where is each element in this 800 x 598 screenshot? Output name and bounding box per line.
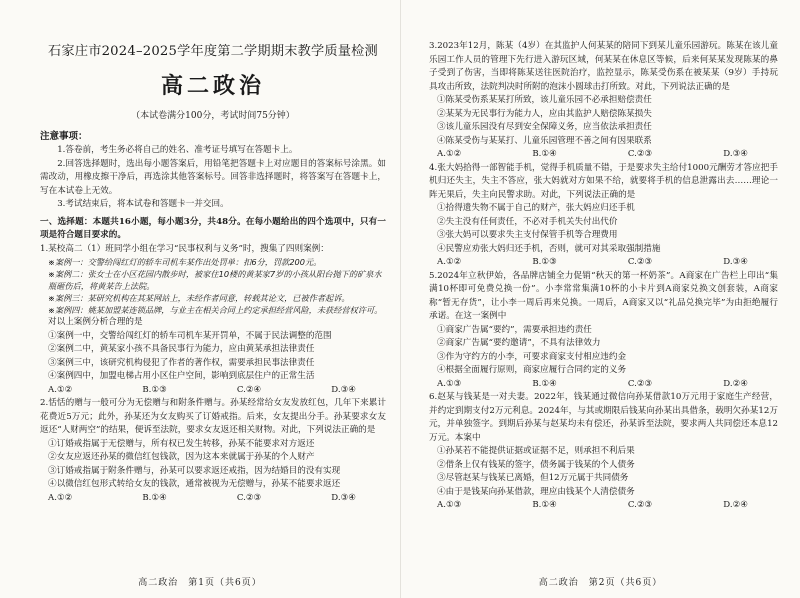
- q2-choice-a: A.①②: [48, 492, 73, 503]
- page-2-footer: 高二政治 第2页（共6页）: [538, 578, 663, 588]
- page-1-footer: 高二政治 第1页（共6页）: [138, 578, 262, 588]
- q3-stem: 3.2023年12月，陈某（4岁）在其监护人何某某的陪同下到某儿童乐园游玩。陈某在该儿童乐园工作人员的管理下先行进入游玩区域，何某某在休息区等候，后来何某某发现陈某的鼻子受到了伤害，当即将陈某送往医院治疗，监控显示，陈某受伤系在被某某（9岁）手持玩具攻击所致，法院判决时所附的泡沫小圆球击打所致。对此，下列说法正确的是: [429, 41, 778, 92]
- section-heading: 一、选择题：本题共16小题，每小题3分，共48分。在每小题给出的四个选项中，只有一项是符合题目要求的。: [40, 216, 386, 240]
- q2-stem: 2.恬恬的赠与一般可分为无偿赠与和附条件赠与。孙某经常给女友发放红包，几年下来累计花费近5万元；此外，孙某还为女友购买了订婚戒指。后来，女友提出分手。孙某要求女友返还“人财两空”的结果，便诉至法院，要求女友返还相关财物。对此，下列说法正确的是: [40, 398, 386, 435]
- q5-option-3: ③作为守约方的小李，可要求商家支付相应违约金: [437, 351, 627, 362]
- q2-choice-d: D.③④: [331, 492, 356, 503]
- q1-choice-c: C.②④: [236, 384, 262, 395]
- q2-option-1: ①订婚戒指属于无偿赠与，所有权已发生转移，孙某不能要求对方返还: [48, 438, 315, 449]
- q6-choice-b: B.①④: [532, 500, 557, 510]
- q4-choice-a: A.①②: [437, 257, 462, 267]
- q5-choice-a: A.①③: [437, 378, 462, 389]
- q5-choices: [429, 378, 778, 392]
- q5-choice-b: B.①④: [532, 378, 557, 389]
- q2-option-3: ③订婚戒指属于附条件赠与，孙某可以要求返还戒指，因为结婚目的没有实现: [48, 465, 341, 476]
- q6-option-2: ②借条上仅有钱某的签字，债务属于钱某的个人债务: [437, 459, 635, 470]
- q1-choice-d: D.③④: [331, 384, 356, 395]
- q6-stem: 6.赵某与钱某是一对夫妻。2022年，钱某通过微信向孙某借款10万元用于家庭生产经营，并约定到期支付2万元利息。2024年，与其或期限后钱某向孙某出具借条，载明欠孙某12万元，并单独签字。到期后孙某与赵某均未有偿还，孙某诉至法院，要求两人共同偿还本息12万元。本案中: [429, 392, 778, 443]
- q6-choice-a: A.①③: [437, 500, 462, 510]
- q4-option-3: ③张大妈可以要求失主支付保管手机等合理费用: [437, 230, 618, 240]
- q4-choice-c: C.②③: [627, 257, 653, 267]
- q6-option-1: ①孙某若不能提供证据或证据不足，则承担不利后果: [437, 446, 635, 456]
- note-1: 1.答卷前，考生务必将自己的姓名、准考证号填写在答题卡上。: [57, 145, 298, 155]
- q3-choices: [429, 148, 778, 162]
- q1-option-2: ②案例二中，黄某家小孩不具备民事行为能力，应由黄某承担法律责任: [48, 344, 315, 354]
- q2-choices: [40, 492, 386, 506]
- q2-option-2: ②女友应返还孙某的微信红包钱款，因为这本来就属于孙某的个人财产: [48, 452, 315, 462]
- q4-choices: [429, 256, 778, 270]
- q1-case-3: ※案例三：某研究机构在其某网站上，未经作者同意，转载其论文，已被作者起诉。: [48, 293, 350, 303]
- notes-heading: 注意事项：: [40, 131, 88, 142]
- q1-lead: 对以上案例分析合理的是: [48, 317, 143, 327]
- q4-option-4: ④民警应劝张大妈归还手机，否则，就可对其采取强制措施: [437, 243, 661, 254]
- exam-info: （本试卷满分100分，考试时间75分钟）: [131, 111, 295, 121]
- q1-case-2: ※案例二：张女士在小区花园内散步时，被家住10楼的黄某家7岁的小孩从阳台抛下的矿泉水瓶砸伤后，将黄某告上法院。: [48, 269, 382, 291]
- q1-choices: [40, 384, 386, 398]
- q6-choices: [429, 499, 778, 513]
- exam-title: 石家庄市2024–2025学年度第二学期期末教学质量检测: [48, 44, 378, 59]
- q4-option-1: ①拾得遗失物不属于自己的财产，张大妈应归还手机: [437, 203, 635, 213]
- q4-choice-b: B.①③: [532, 257, 557, 267]
- q4-option-2: ②失主没有任何责任，不必对手机关失付出代价: [437, 216, 618, 227]
- q3-choice-a: A.①②: [437, 149, 462, 159]
- q1-option-3: ③案例三中，该研究机构侵犯了作者的著作权，需要承担民事法律责任: [48, 357, 315, 368]
- q2-choice-b: B.①④: [142, 492, 167, 503]
- q6-choice-d: D.②④: [723, 500, 748, 510]
- q3-option-3: ③该儿童乐园没有尽到安全保障义务，应当依法承担责任: [437, 122, 652, 132]
- q3-choice-d: D.③④: [723, 149, 748, 159]
- q4-stem: 4.张大妈拾得一部智能手机，觉得手机质量不错，于是要求失主给付1000元酬劳才答应把手机归还失主，失主不答应，张大妈就对方如果不给，就要将手机的信息泄露出去……理论一阵无果后，失主向民警求助。对此，下列说法正确的是: [429, 162, 778, 200]
- q5-stem: 5.2024年立秋伊始，各品牌店铺全力促销“秋天的第一杯奶茶”。A商家在广告栏上印出“集满10杯即可免费兑换一份”。小李常常集满10杯的小卡片到A商家兑换文创套装，A商家称“暂无存货”，让小李一周后再来兑换。一周后，A商家又以“礼品兑换完毕”为由拒绝履行承诺。在这一案例中: [429, 270, 778, 321]
- q1-choice-b: B.①③: [142, 384, 167, 395]
- q3-option-4: ④陈某受伤与某某打、儿童乐园管理不善之间有因果联系: [437, 135, 652, 146]
- q5-option-1: ①商家广告属“要约”，需要承担违约责任: [437, 324, 592, 335]
- q5-choice-d: D.②④: [723, 378, 748, 389]
- q1-case-4: ※案例四：姚某加盟某连锁品牌，与业主在相关合同上约定承担经营风险，未获经营权许可。: [48, 305, 383, 315]
- note-3: 3.考试结束后，将本试卷和答题卡一并交回。: [57, 199, 229, 209]
- q4-choice-d: D.③④: [723, 257, 748, 267]
- q3-choice-c: C.②③: [627, 149, 653, 159]
- exam-page-2: [400, 0, 800, 598]
- q1-choice-a: A.①②: [48, 384, 73, 395]
- q5-option-4: ④根据全面履行原则，商家应履行合同约定的义务: [437, 365, 627, 375]
- subject-title: 高二政治: [160, 73, 265, 99]
- q1-stem: 1.某校高二（1）班同学小组在学习“民事权利与义务”时，搜集了四则案例：: [40, 243, 329, 254]
- q6-option-4: ④由于是钱某向孙某借款，理应由钱某个人清偿债务: [437, 486, 635, 497]
- q3-option-1: ①陈某受伤系某某打所致，该儿童乐园不必承担赔偿责任: [437, 95, 652, 105]
- q1-option-4: ④案例四中，加盟电梯占用小区住户空间，影响到底层住户的正常生活: [48, 371, 315, 381]
- note-2: 2.回答选择题时，选出每小题答案后，用铅笔把答题卡上对应题目的答案标号涂黑。如需改动，用橡皮擦干净后，再选涂其他答案标号。回答非选择题时，将答案写在答题卡上，写在本试卷上无效。: [40, 158, 386, 196]
- q6-option-3: ③尽管赵某与钱某已离婚，但12万元属于共同债务: [437, 473, 629, 483]
- q5-choice-c: C.②③: [627, 378, 653, 389]
- q1-case-1: ※案例一：交警给闯红灯的轿车司机车某作出处罚单：扣6分，罚款200元。: [48, 257, 322, 267]
- q3-choice-b: B.①④: [532, 149, 557, 159]
- q5-option-2: ②商家广告属“要约邀请”，不具有法律效力: [437, 338, 601, 348]
- q2-choice-c: C.②③: [236, 492, 262, 503]
- q3-option-2: ②某某为无民事行为能力人，应由其监护人赔偿陈某损失: [437, 108, 652, 119]
- q1-option-1: ①案例一中，交警给闯红灯的轿车司机车某开罚单，不属于民法调整的范围: [48, 330, 332, 341]
- q2-option-4: ④以微信红包形式转给女友的钱款，通常被视为无偿赠与，孙某不能要求返还: [48, 479, 341, 489]
- q6-choice-c: C.②③: [627, 500, 653, 510]
